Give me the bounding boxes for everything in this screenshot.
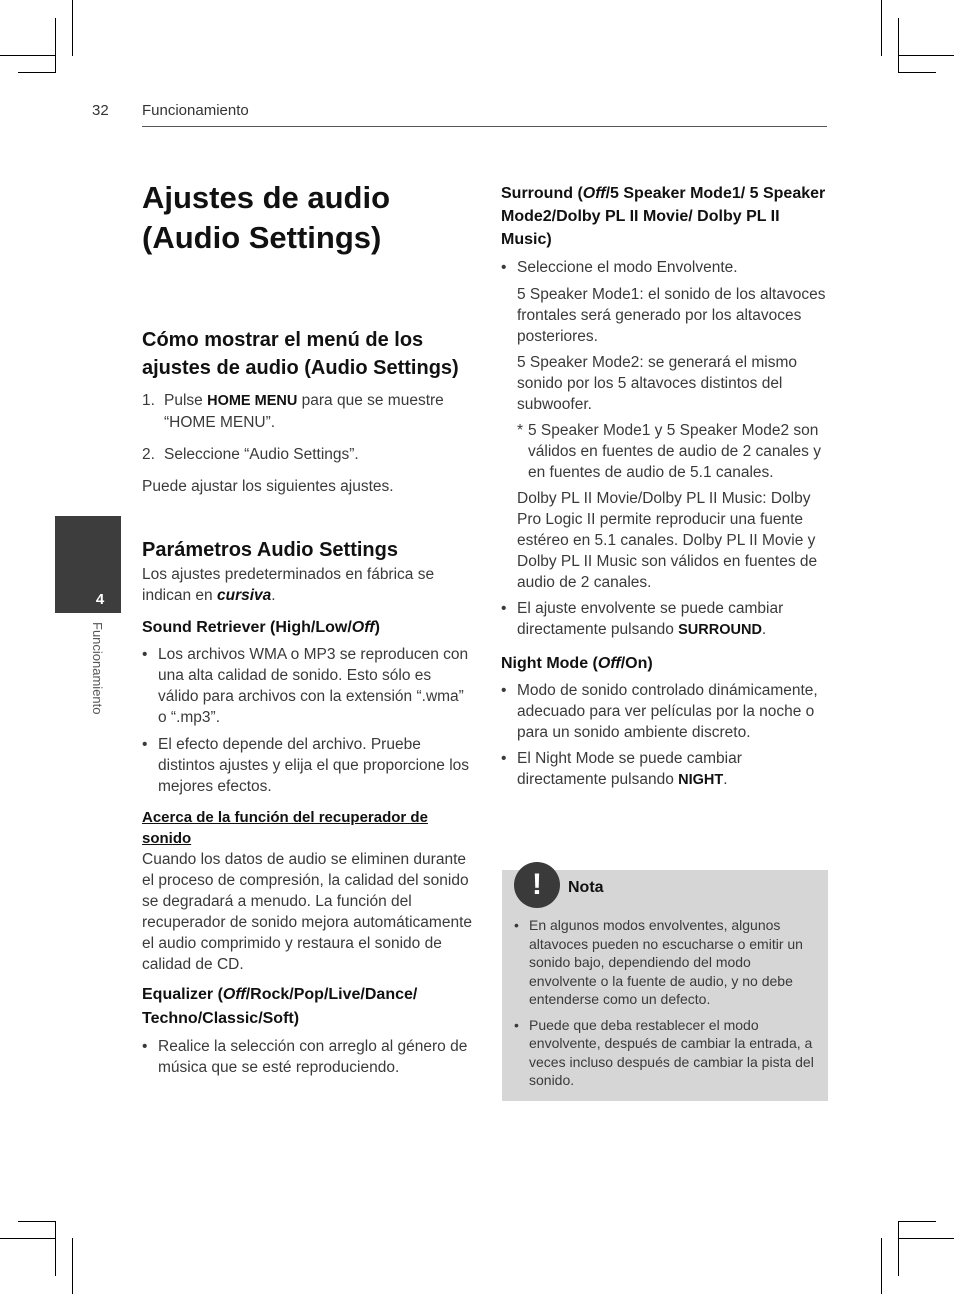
list-item bbox=[501, 598, 829, 641]
night-mode-heading bbox=[501, 652, 829, 675]
params-intro-end: . bbox=[271, 587, 276, 604]
italic-example: cursiva bbox=[216, 587, 272, 604]
heading-text: ) bbox=[374, 619, 380, 636]
left-column bbox=[142, 178, 472, 1078]
crop-mark bbox=[899, 1221, 936, 1222]
heading-text: Sound Retriever (High/Low/ bbox=[142, 619, 352, 636]
list-item bbox=[142, 644, 472, 728]
crop-mark bbox=[899, 72, 936, 73]
note-item bbox=[514, 916, 816, 1009]
note-item bbox=[514, 1016, 816, 1090]
list-item-end: . bbox=[723, 771, 728, 788]
asterisk-note-text: 5 Speaker Mode1 y 5 Speaker Mode2 son válidos en fuentes de audio de 2 canales y en fuentes de audio de 5.1 canales. bbox=[528, 422, 821, 481]
list-item-text: El ajuste envolvente se puede cambiar directamente pulsando bbox=[517, 600, 784, 638]
params-intro-text: Los ajustes predeterminados en fábrica se indican en bbox=[142, 566, 435, 604]
crop-mark bbox=[0, 55, 55, 56]
note-title: Nota bbox=[568, 879, 604, 896]
bullet: • bbox=[142, 646, 148, 663]
step-number: 2. bbox=[142, 446, 155, 463]
bullet: • bbox=[501, 682, 507, 699]
list-item-text: El efecto depende del archivo. Pruebe distintos ajustes y elija el que proporcione los mejores efectos. bbox=[158, 736, 470, 795]
step-number: 1. bbox=[142, 392, 155, 409]
right-column bbox=[501, 182, 829, 791]
dolby-text: Dolby PL II Movie/Dolby PL II Music: Dolby Pro Logic II permite reproducir una fuente estéreo en 5.1 canales. Dolby PL II Movie y Dolby PL II Music son válidos en fuentes de audio de 2 canales. bbox=[517, 490, 818, 591]
settings-intro: Puede ajustar los siguientes ajustes. bbox=[142, 478, 394, 495]
note-item-text: Puede que deba restablecer el modo envolvente, después de cambiar la entrada, a veces incluso después de cambiar la pista del sonido. bbox=[529, 1016, 814, 1088]
crop-mark bbox=[881, 0, 882, 56]
note-item-text: En algunos modos envolventes, algunos altavoces pueden no escucharse o emitir un sonido bajo, dependiendo del modo envolvente o la fuente de audio, y no debe entenderse como un defecto. bbox=[529, 917, 803, 1007]
crop-mark bbox=[898, 1221, 899, 1276]
crop-mark bbox=[881, 1238, 882, 1294]
note-body bbox=[514, 916, 816, 1097]
surround-heading bbox=[501, 182, 829, 251]
exclamation-icon: ! bbox=[514, 862, 560, 908]
list-item-text: El Night Mode se puede cambiar directamente pulsando bbox=[517, 750, 742, 788]
about-retriever-text: Cuando los datos de audio se eliminen durante el proceso de compresión, la calidad del sonido se degradará a menudo. La función del recuperador de sonido mejora automáticamente el audio comprimido y restaura el sonido de calidad de CD. bbox=[142, 851, 472, 973]
heading-text: Equalizer ( bbox=[142, 986, 223, 1003]
list-item-text: Modo de sonido controlado dinámicamente, adecuado para ver películas por la noche o para un sonido ambiente discreto. bbox=[517, 682, 818, 741]
bullet: • bbox=[501, 600, 507, 617]
bullet: • bbox=[514, 1016, 519, 1033]
list-item bbox=[142, 734, 472, 797]
list-item bbox=[501, 257, 829, 278]
step-item bbox=[142, 390, 472, 433]
bullet: • bbox=[142, 736, 148, 753]
heading-text: /5 Speaker Mode1/ 5 Speaker Mode2/Dolby PL II Movie/ Dolby PL II Music) bbox=[501, 185, 826, 248]
bullet: • bbox=[514, 917, 519, 933]
note-box bbox=[502, 870, 828, 1101]
crop-mark bbox=[898, 18, 899, 73]
heading-text: /Rock/Pop/Live/Dance/ Techno/Classic/Soft) bbox=[142, 986, 418, 1027]
equalizer-heading bbox=[142, 983, 472, 1031]
surround-key: SURROUND bbox=[678, 622, 762, 638]
default-value: Off bbox=[222, 986, 246, 1003]
header-divider bbox=[142, 126, 827, 127]
heading-text: Surround ( bbox=[501, 185, 583, 202]
params-heading: Parámetros Audio Settings bbox=[142, 539, 398, 561]
list-item-text: Realice la selección con arreglo al género de música que se esté reproduciendo. bbox=[158, 1038, 468, 1076]
list-item bbox=[501, 748, 829, 791]
page-title-line1: Ajustes de audio bbox=[142, 180, 391, 215]
step-text: Pulse bbox=[164, 392, 208, 409]
page-title-line2: (Audio Settings) bbox=[142, 220, 382, 255]
step-text: para que se muestre “HOME MENU”. bbox=[164, 392, 444, 431]
speaker-mode2-text: 5 Speaker Mode2: se generará el mismo sonido por los 5 altavoces distintos del subwoofer. bbox=[517, 354, 798, 413]
chapter-label: Funcionamiento bbox=[90, 622, 105, 715]
page-title bbox=[142, 178, 472, 258]
crop-mark bbox=[55, 1221, 56, 1276]
chapter-number: 4 bbox=[95, 591, 105, 608]
home-menu-key: HOME MENU bbox=[207, 393, 298, 409]
default-value: Off bbox=[351, 619, 375, 636]
crop-mark bbox=[72, 1238, 73, 1294]
default-value: Off bbox=[582, 185, 606, 202]
list-item-end: . bbox=[761, 621, 767, 638]
sound-retriever-heading bbox=[142, 616, 472, 639]
crop-mark bbox=[55, 18, 56, 73]
show-menu-heading: Cómo mostrar el menú de los ajustes de audio (Audio Settings) bbox=[142, 329, 459, 379]
list-item bbox=[142, 1036, 472, 1078]
params-intro bbox=[142, 564, 472, 606]
crop-mark bbox=[899, 1238, 954, 1239]
crop-mark bbox=[18, 1221, 55, 1222]
bullet: • bbox=[501, 750, 507, 767]
section-title: Funcionamiento bbox=[142, 102, 249, 119]
night-key: NIGHT bbox=[678, 772, 724, 788]
bullet: • bbox=[501, 259, 507, 276]
list-item-text: Seleccione el modo Envolvente. bbox=[517, 259, 738, 276]
about-retriever-heading: Acerca de la función del recuperador de sonido bbox=[142, 809, 428, 847]
list-item bbox=[501, 680, 829, 743]
step-text: Seleccione “Audio Settings”. bbox=[164, 446, 359, 463]
crop-mark bbox=[899, 55, 954, 56]
crop-mark bbox=[72, 0, 73, 56]
speaker-mode1-text: 5 Speaker Mode1: el sonido de los altavoces frontales será generado por los altavoces posteriores. bbox=[517, 286, 826, 345]
chapter-tab bbox=[55, 516, 121, 613]
page-number: 32 bbox=[92, 102, 109, 119]
default-value: Off bbox=[597, 655, 621, 672]
list-item-text: Los archivos WMA o MP3 se reproducen con una alta calidad de sonido. Esto sólo es válido para archivos con la extensión “.wma” o “.mp3”. bbox=[158, 646, 469, 726]
bullet: • bbox=[142, 1038, 148, 1055]
heading-text: Night Mode ( bbox=[501, 655, 598, 672]
heading-text: /On) bbox=[620, 655, 653, 672]
step-item bbox=[142, 444, 472, 465]
asterisk-note bbox=[501, 420, 829, 483]
asterisk: * bbox=[517, 422, 524, 439]
crop-mark bbox=[18, 72, 55, 73]
crop-mark bbox=[0, 1238, 55, 1239]
